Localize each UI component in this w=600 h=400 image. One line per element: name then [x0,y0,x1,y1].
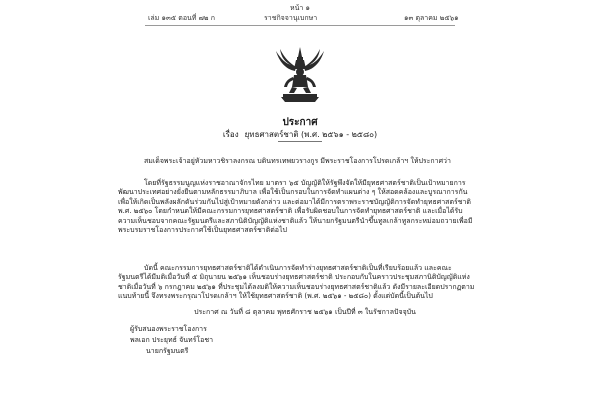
gazette-header [0,13,600,23]
gazette-date: ๑๓ ตุลาคม ๒๕๖๑ [404,14,459,22]
volume-issue: เล่ม ๑๓๕ ตอนที่ ๗๒ ก [148,14,215,22]
countersign-label: ผู้รับสนองพระราชโองการ [130,325,207,333]
announcement-heading: ประกาศ [282,117,318,128]
body-paragraph-2: บัดนี้ คณะกรรมการยุทธศาสตร์ชาติได้ดำเนินการจัดทำร่างยุทธศาสตร์ชาติเป็นที่เรียบร้อยแล้ว และคณะรัฐมนตรีได้มีมติเมื่อวันที่ ๕ มิถุนายน ๒๕๖๑ เห็นชอบร่างยุทธศาสตร์ชาติ ประกอบกับในคราวประชุมสภานิติบัญญัติแห่งชาติเมื่อวันที่ ๖ กรกฎาคม ๒๕๖๑ ที่ประชุมได้ลงมติให้ความเห็นชอบร่างยุทธศาสตร์ชาติแล้ว ดังมีรายละเอียดปรากฏตามแนบท้ายนี้ จึงทรงพระกรุณาโปรดเกล้าฯ ให้ใช้ยุทธศาสตร์ชาติ (พ.ศ. ๒๕๖๑ - ๒๕๘๐) ตั้งแต่บัดนี้เป็นต้นไป [118,264,475,301]
given-date-line: ประกาศ ณ วันที่ ๘ ตุลาคม พุทธศักราช ๒๕๖๑ เป็นปีที่ ๓ ในรัชกาลปัจจุบัน [194,308,416,316]
intro-paragraph: สมเด็จพระเจ้าอยู่หัวมหาวชิราลงกรณ บดินทรเทพยวรางกูร มีพระราชโองการโปรดเกล้าฯ ให้ประกาศว่า [144,157,451,165]
countersign-name: พลเอก ประยุทธ์ จันทร์โอชา [130,336,214,344]
gazette-name: ราชกิจจานุเบกษา [264,14,318,22]
header-rule [145,25,455,26]
page-number: หน้า ๑ [290,4,310,12]
subject-label: เรื่อง [222,130,239,139]
subject-text: ยุทธศาสตร์ชาติ (พ.ศ. ๒๕๖๑ - ๒๕๘๐) [244,130,378,139]
announcement-subject [0,128,600,141]
title-divider [278,141,322,142]
body-paragraph-1: โดยที่รัฐธรรมนูญแห่งราชอาณาจักรไทย มาตรา ๖๕ บัญญัติให้รัฐพึงจัดให้มียุทธศาสตร์ชาติเป็นเป้าหมายการพัฒนาประเทศอย่างยั่งยืนตามหลักธรรมาภิบาล เพื่อใช้เป็นกรอบในการจัดทำแผนต่าง ๆ ให้สอดคล้องและบูรณาการกันเพื่อให้เกิดเป็นพลังผลักดันร่วมกันไปสู่เป้าหมายดังกล่าว และต่อมาได้มีการตราพระราชบัญญัติการจัดทำยุทธศาสตร์ชาติ พ.ศ. ๒๕๖๐ โดยกำหนดให้มีคณะกรรมการยุทธศาสตร์ชาติ เพื่อรับผิดชอบในการจัดทำยุทธศาสตร์ชาติ และเมื่อได้รับความเห็นชอบจากคณะรัฐมนตรีและสภานิติบัญญัติแห่งชาติแล้ว ให้นายกรัฐมนตรีนำขึ้นทูลเกล้าทูลกระหม่อมถวายเพื่อมีพระบรมราชโองการประกาศใช้เป็นยุทธศาสตร์ชาติต่อไป [118,179,473,235]
garuda-emblem-icon [275,47,325,103]
countersign-position: นายกรัฐมนตรี [146,347,189,355]
